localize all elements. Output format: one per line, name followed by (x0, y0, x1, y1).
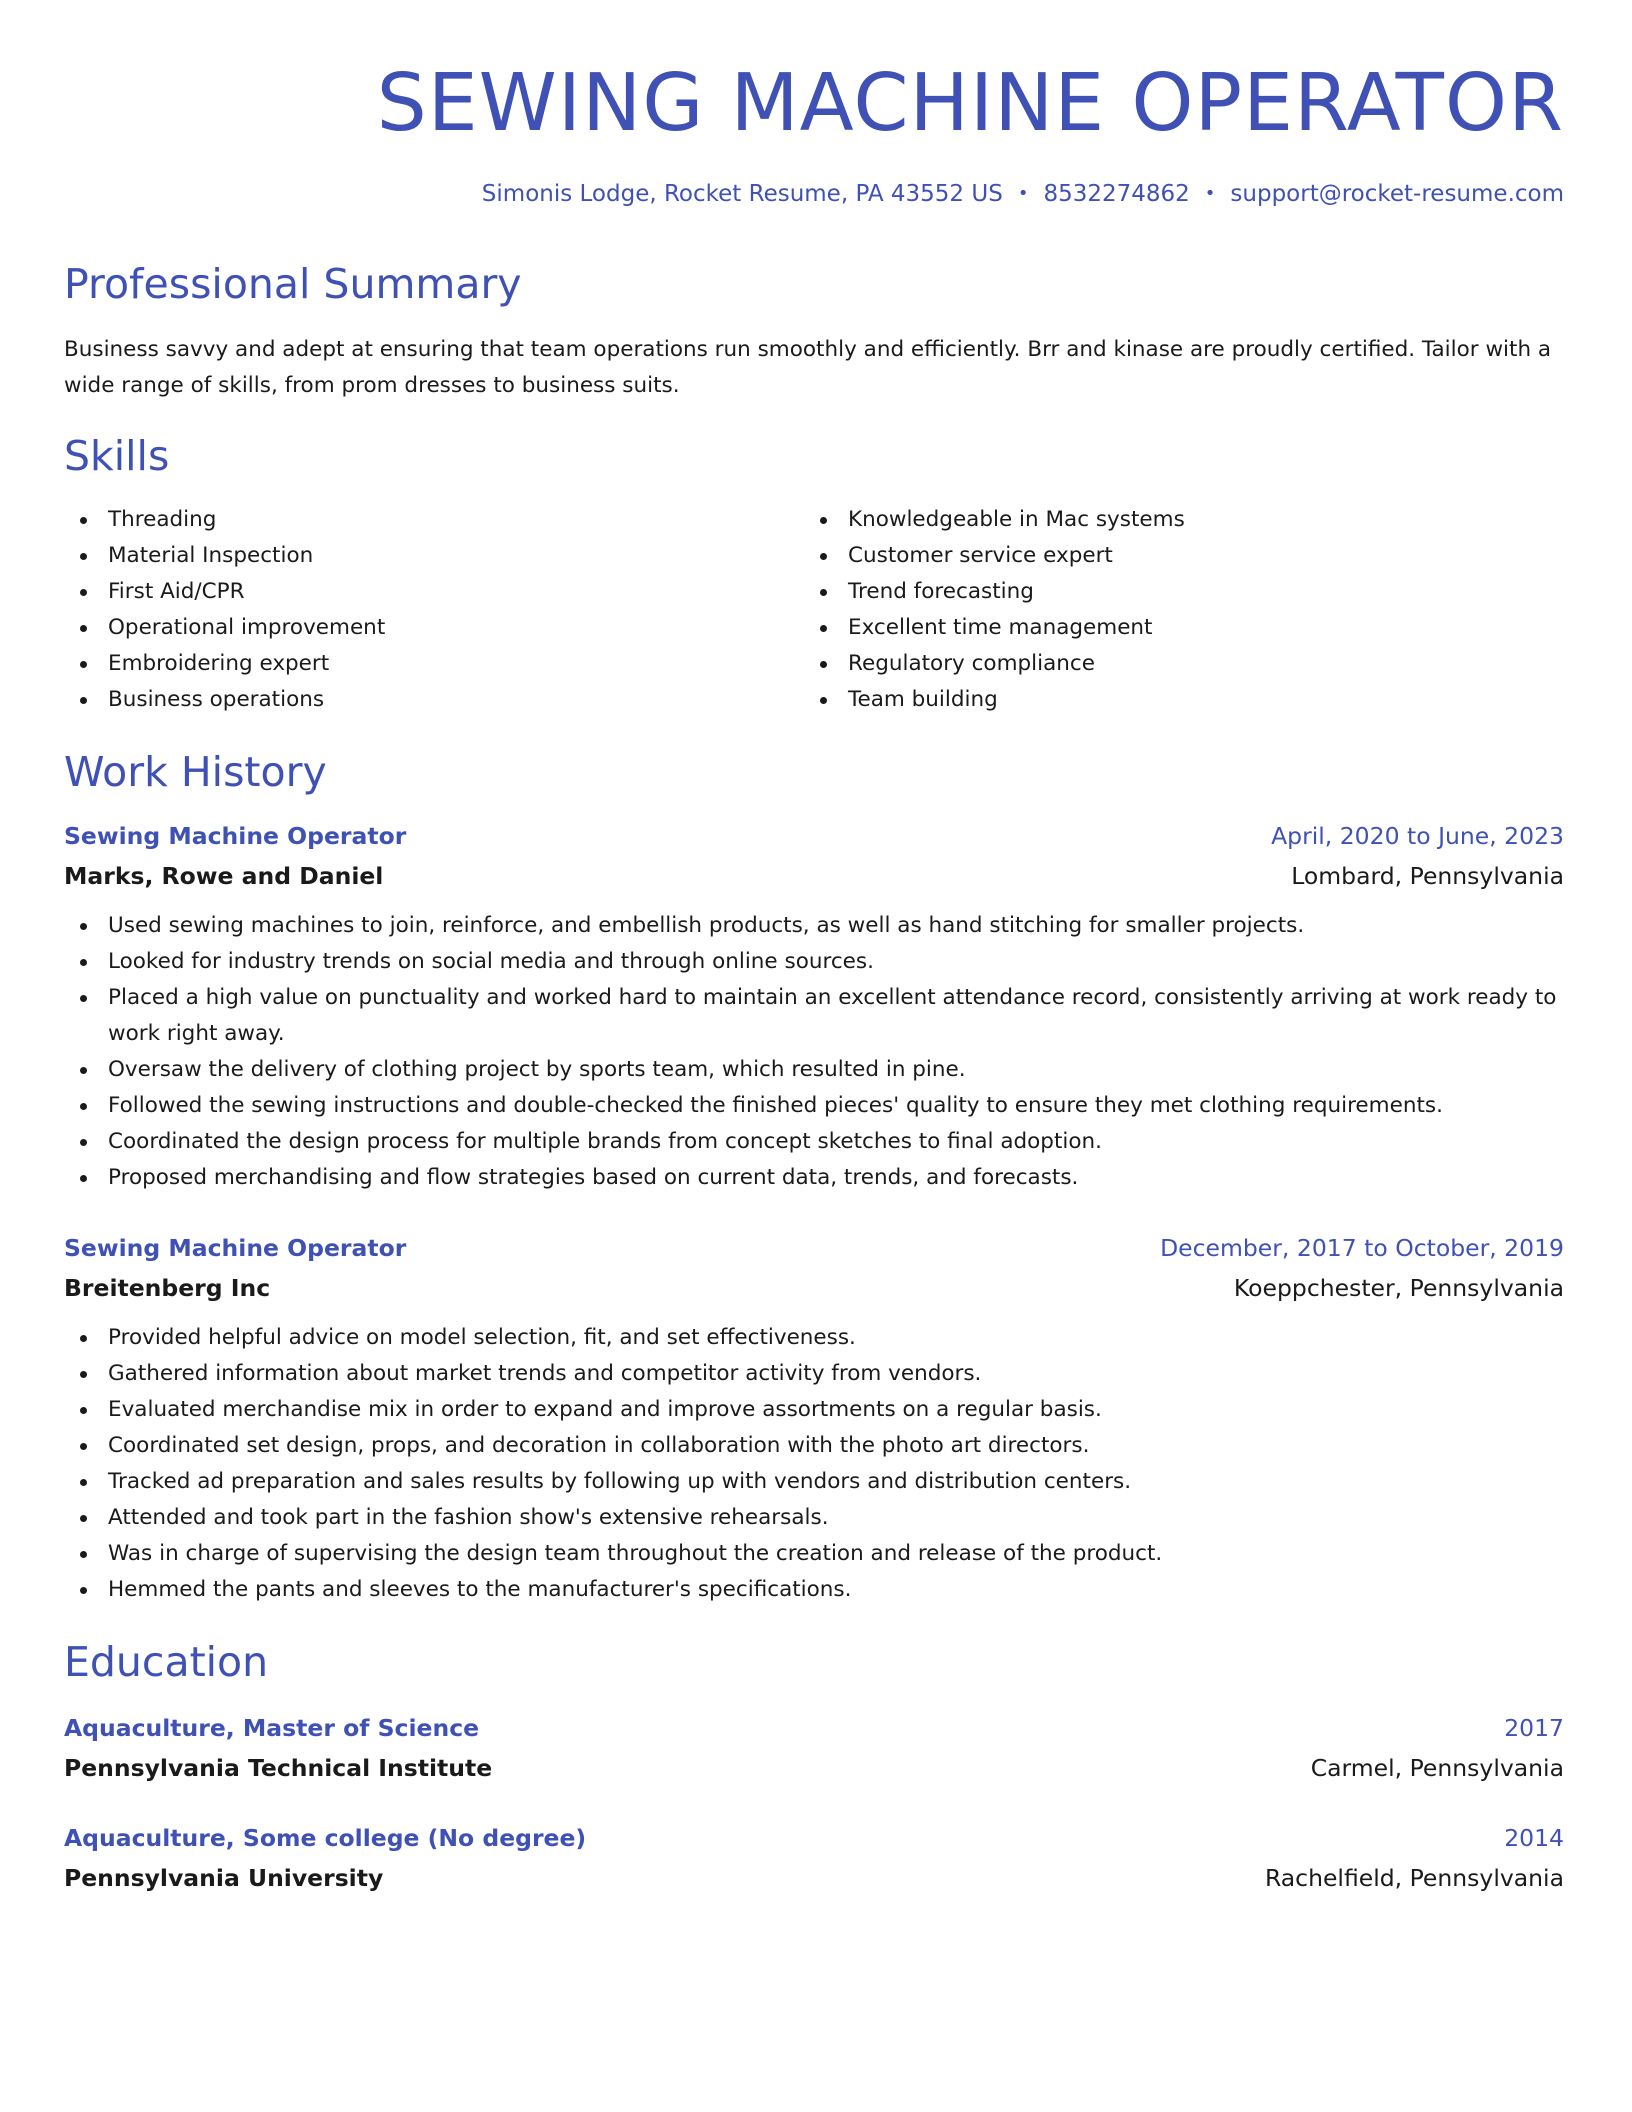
education-school: Pennsylvania University (64, 1864, 384, 1892)
skill-item: Business operations (64, 682, 784, 718)
skill-item: Knowledgeable in Mac systems (804, 502, 1564, 538)
contact-email: support@rocket-resume.com (1230, 181, 1564, 207)
resume-title: SEWING MACHINE OPERATOR (376, 57, 1564, 149)
contact-separator: • (1204, 183, 1216, 204)
job-bullet: Proposed merchandising and flow strategies based on current data, trends, and forecasts. (64, 1160, 1564, 1196)
job-dates: April, 2020 to June, 2023 (1271, 822, 1564, 850)
job-bullet: Tracked ad preparation and sales results by following up with vendors and distribution centers. (64, 1464, 1564, 1500)
skills-list-left (64, 502, 784, 718)
education-header (64, 1708, 1564, 1748)
job-location: Lombard, Pennsylvania (1291, 862, 1564, 890)
job-bullet: Evaluated merchandise mix in order to expand and improve assortments on a regular basis. (64, 1392, 1564, 1428)
job-bullet: Provided helpful advice on model selection, fit, and set effectiveness. (64, 1320, 1564, 1356)
skill-item: Customer service expert (804, 538, 1564, 574)
job-bullet: Hemmed the pants and sleeves to the manufacturer's specifications. (64, 1572, 1564, 1608)
skill-item: Operational improvement (64, 610, 784, 646)
section-title-work: Work History (64, 748, 327, 796)
education-location: Rachelfield, Pennsylvania (1264, 1864, 1564, 1892)
job-company: Breitenberg Inc (64, 1274, 271, 1302)
job-bullet: Attended and took part in the fashion show's extensive rehearsals. (64, 1500, 1564, 1536)
skill-item: Team building (804, 682, 1564, 718)
education-degree: Aquaculture, Some college (No degree) (64, 1824, 587, 1852)
education-year: 2017 (1504, 1714, 1564, 1742)
skill-item: Excellent time management (804, 610, 1564, 646)
skills-list-right (804, 502, 1564, 718)
job-org (64, 1268, 1564, 1308)
job-role: Sewing Machine Operator (64, 1234, 407, 1262)
skill-item: First Aid/CPR (64, 574, 784, 610)
skill-item: Regulatory compliance (804, 646, 1564, 682)
job-bullet: Followed the sewing instructions and double-checked the finished pieces' quality to ensure they met clothing requirements. (64, 1088, 1564, 1124)
job-bullet: Placed a high value on punctuality and worked hard to maintain an excellent attendance record, consistently arriving at work ready to work right away. (64, 980, 1564, 1052)
job-role: Sewing Machine Operator (64, 822, 407, 850)
education-year: 2014 (1504, 1824, 1564, 1852)
job-bullet: Used sewing machines to join, reinforce, and embellish products, as well as hand stitching for smaller projects. (64, 908, 1564, 944)
contact-phone: 8532274862 (1043, 181, 1190, 207)
summary-text: Business savvy and adept at ensuring that team operations run smoothly and efficiently. Brr and kinase are proudly certified. Tailor with a wide range of skills, from prom dresses to business suits. (64, 337, 1552, 398)
job-header (64, 816, 1564, 856)
contact-separator: • (1017, 183, 1029, 204)
education-header (64, 1818, 1564, 1858)
education-degree: Aquaculture, Master of Science (64, 1714, 480, 1742)
job-dates: December, 2017 to October, 2019 (1160, 1234, 1564, 1262)
education-school: Pennsylvania Technical Institute (64, 1754, 493, 1782)
skill-item: Embroidering expert (64, 646, 784, 682)
job-bullet: Coordinated set design, props, and decoration in collaboration with the photo art directors. (64, 1428, 1564, 1464)
job-bullet: Gathered information about market trends and competitor activity from vendors. (64, 1356, 1564, 1392)
job-header (64, 1228, 1564, 1268)
job-bullet: Coordinated the design process for multiple brands from concept sketches to final adoption. (64, 1124, 1564, 1160)
skill-item: Threading (64, 502, 784, 538)
job-org (64, 856, 1564, 896)
job-bullets (64, 1320, 1564, 1608)
contact-line (482, 178, 1564, 210)
education-location: Carmel, Pennsylvania (1310, 1754, 1564, 1782)
contact-address: Simonis Lodge, Rocket Resume, PA 43552 US (481, 181, 1003, 207)
education-org (64, 1748, 1564, 1788)
job-bullet: Oversaw the delivery of clothing project by sports team, which resulted in pine. (64, 1052, 1564, 1088)
job-location: Koeppchester, Pennsylvania (1233, 1274, 1564, 1302)
job-bullet: Looked for industry trends on social media and through online sources. (64, 944, 1564, 980)
section-title-summary: Professional Summary (64, 260, 522, 308)
skill-item: Material Inspection (64, 538, 784, 574)
section-title-skills: Skills (64, 432, 170, 480)
education-org (64, 1858, 1564, 1898)
job-company: Marks, Rowe and Daniel (64, 862, 384, 890)
job-bullet: Was in charge of supervising the design team throughout the creation and release of the product. (64, 1536, 1564, 1572)
skill-item: Trend forecasting (804, 574, 1564, 610)
job-bullets (64, 908, 1564, 1196)
section-title-education: Education (64, 1638, 269, 1686)
